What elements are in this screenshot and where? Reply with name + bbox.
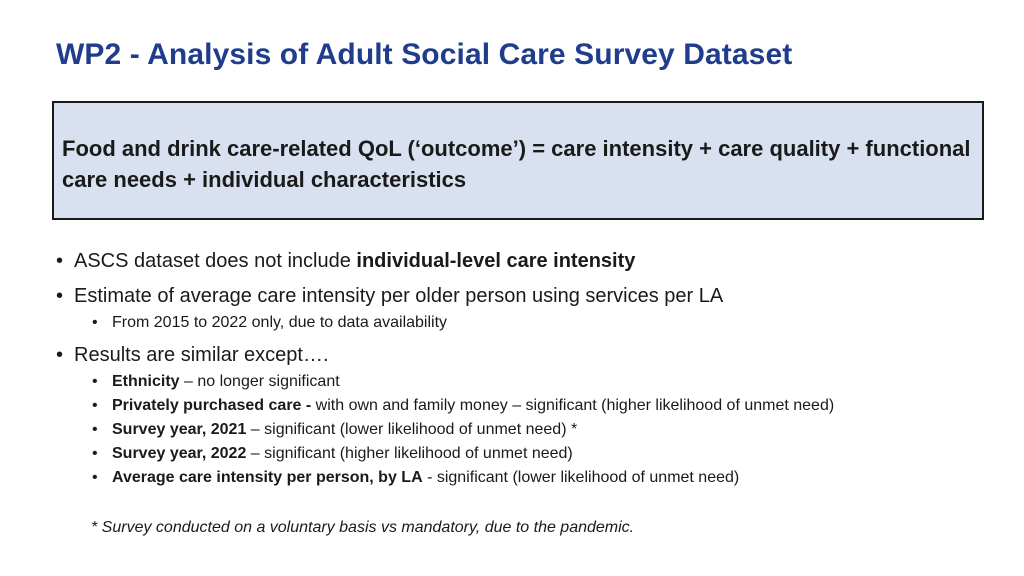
bullet-text: Estimate of average care intensity per older person using services per LA [74, 285, 724, 307]
sub-bullet-item [74, 468, 1006, 487]
sub-bullet-item [74, 372, 1006, 391]
sub-bullet-item [74, 420, 1006, 439]
sub-bullet-text: – no longer significant [179, 373, 340, 390]
formula-text: Food and drink care-related QoL (‘outcome’) = care intensity + care quality + functional care needs + individual characteristics [62, 136, 971, 192]
sub-bullet-bold-text: Average care intensity per person, by LA [112, 469, 423, 486]
sub-bullet-text: From 2015 to 2022 only, due to data availability [112, 314, 448, 331]
sub-bullet-text: - significant (lower likelihood of unmet need) [422, 469, 740, 486]
sub-bullet-bold-text: Ethnicity [112, 373, 180, 390]
bullet-bold-text: individual-level care intensity [356, 250, 636, 272]
bullet-item [56, 249, 1006, 273]
bullet-item [56, 284, 1006, 332]
bullet-text: ASCS dataset does not include [74, 250, 357, 272]
sub-bullet-bold-text: Survey year, 2022 [112, 445, 247, 462]
sub-bullet-text: – significant (lower likelihood of unmet need) * [246, 421, 578, 438]
sub-bullet-item [74, 396, 1006, 415]
sub-bullet-text: with own and family money – significant (higher likelihood of unmet need) [311, 397, 835, 414]
slide-title: WP2 - Analysis of Adult Social Care Survey Dataset [56, 38, 793, 71]
bullet-item [56, 343, 1006, 487]
formula-box [52, 101, 984, 220]
sub-bullet-list [74, 372, 1006, 487]
sub-bullet-bold-text: Survey year, 2021 [112, 421, 247, 438]
footnote: * Survey conducted on a voluntary basis vs mandatory, due to the pandemic. [91, 519, 635, 536]
sub-bullet-list [74, 313, 1006, 332]
sub-bullet-item [74, 444, 1006, 463]
sub-bullet-bold-text: Privately purchased care - [112, 397, 312, 414]
bullet-text: Results are similar except…. [74, 344, 329, 366]
bullet-list [56, 249, 1006, 498]
sub-bullet-text: – significant (higher likelihood of unmet need) [246, 445, 573, 462]
sub-bullet-item [74, 313, 1006, 332]
